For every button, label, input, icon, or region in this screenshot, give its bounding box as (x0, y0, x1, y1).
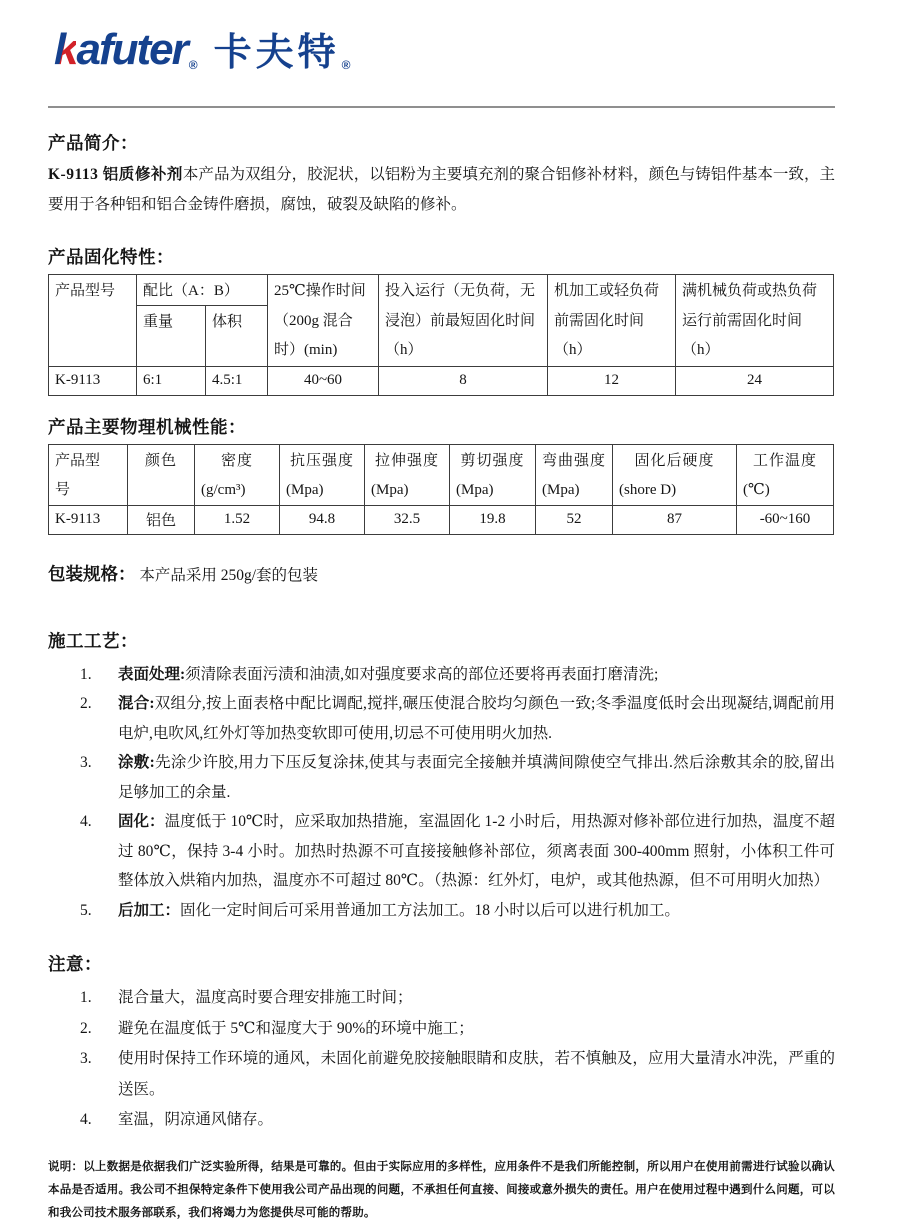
kafuter-chinese-text: 卡夫特 (213, 32, 340, 74)
item-number: 4. (80, 1111, 92, 1128)
item-lead: 表面处理: (118, 665, 186, 683)
curing-header-optime: 25℃操作时间（200g 混合时）(min) (268, 275, 379, 367)
notice-item-1 (48, 983, 835, 1014)
item-number: 3. (80, 1050, 92, 1067)
curing-heading: 产品固化特性： (48, 247, 174, 267)
registered-trademark-icon: ® (188, 58, 198, 72)
process-list (48, 660, 835, 926)
physical-value-shear: 19.8 (450, 505, 536, 534)
physical-value-tensile: 32.5 (365, 505, 450, 534)
physical-table (48, 444, 834, 535)
item-lead: 涂敷: (118, 754, 155, 771)
curing-table (48, 274, 834, 396)
physical-heading: 产品主要物理机械性能： (48, 416, 246, 437)
item-text: 固化：温度低于 10℃时，应采取加热措施，室温固化 1-2 小时后，用热源对修补部位进行加热，温度不超过 80℃，保持 3-4 小时。加热时热源不可直接接触修补部位，须离表面 300-400mm 照射，小体积工件可整体放入烘箱内加热，温度亦不可超过 80℃。（热源：红外灯，电炉，或其他热源，但不可用明火加热） (118, 813, 835, 889)
curing-header-full-load: 满机械负荷或热负荷运行前需固化时间（h） (676, 275, 834, 367)
disclaimer-label: 说明： (48, 1160, 84, 1173)
physical-header-bending: 弯曲强度 (Mpa) (536, 444, 613, 505)
intro-product-name: K-9113 铝质修补剂 (48, 166, 183, 183)
curing-header-model: 产品型号 (49, 275, 137, 367)
disclaimer-note (48, 1156, 835, 1225)
process-item-2 (48, 689, 835, 748)
item-text: 使用时保持工作环境的通风，未固化前避免胶接触眼睛和皮肤，若不慎触及，应用大量清水冲洗，严重的送医。 (118, 1050, 835, 1098)
physical-header-tensile: 拉伸强度 (Mpa) (365, 444, 450, 505)
item-number: 3. (80, 754, 92, 771)
item-lead: 后加工： (118, 901, 181, 919)
physical-header-density: 密度 (g/cm³) (195, 444, 280, 505)
item-number: 5. (80, 901, 92, 919)
process-item-4 (48, 807, 835, 896)
curing-value-run: 8 (379, 366, 548, 395)
item-lead: 混合: (118, 695, 155, 712)
notice-list (48, 983, 835, 1136)
process-item-3 (48, 748, 835, 807)
item-text: 表面处理:须清除表面污渍和油渍,如对强度要求高的部位还要将再表面打磨清洗; (118, 665, 659, 683)
packaging-line (48, 561, 835, 586)
packaging-text: 本产品采用 250g/套的包装 (139, 566, 319, 584)
physical-value-hardness: 87 (613, 505, 737, 534)
curing-header-volume: 体积 (206, 305, 268, 366)
physical-header-temperature: 工作温度 (℃) (737, 444, 834, 505)
packaging-label: 包装规格： (48, 563, 136, 584)
logo-letters-afuter: afuter (76, 25, 187, 74)
curing-header-machine: 机加工或轻负荷前需固化时间（h） (548, 275, 676, 367)
item-number: 2. (80, 1019, 92, 1037)
process-item-5 (48, 896, 835, 926)
curing-value-full-load: 24 (676, 366, 834, 395)
process-item-1 (48, 660, 835, 690)
item-text: 室温，阴凉通风储存。 (118, 1111, 274, 1128)
physical-value-temperature: -60~160 (737, 505, 834, 534)
item-number: 2. (80, 695, 92, 712)
notice-heading: 注意： (48, 954, 102, 974)
item-text: 混合:双组分,按上面表格中配比调配,搅拌,碾压使混合胶均匀颜色一致;冬季温度低时会出现凝结,调配前用电炉,电吹风,红外灯等加热变软即可使用,切忌不可使用明火加热. (118, 695, 835, 742)
curing-value-model: K-9113 (49, 366, 137, 395)
item-number: 1. (80, 665, 92, 683)
intro-body-text: 本产品为双组分，胶泥状，以铝粉为主要填充剂的聚合铝修补材料，颜色与铸铝件基本一致，主要用于各种铝和铝合金铸件磨损，腐蚀，破裂及缺陷的修补。 (48, 166, 835, 213)
logo-letter-k: k (54, 25, 77, 74)
physical-header-model: 产品型号 (49, 444, 128, 505)
intro-paragraph (48, 160, 835, 220)
physical-header-color: 颜色 (128, 444, 195, 505)
item-text: 涂敷:先涂少许胶,用力下压反复涂抹,使其与表面完全接触并填满间隙使空气排出.然后涂敷其余的胶,留出足够加工的余量. (118, 754, 835, 801)
curing-value-weight: 6:1 (137, 366, 206, 395)
curing-value-machine: 12 (548, 366, 676, 395)
physical-value-bending: 52 (536, 505, 613, 534)
notice-item-2 (48, 1014, 835, 1045)
item-text: 后加工：固化一定时间后可采用普通加工方法加工。18 小时以后可以进行机加工。 (118, 901, 680, 919)
kafuter-logo-text (54, 24, 187, 76)
curing-header-run: 投入运行（无负荷，无浸泡）前最短固化时间（h） (379, 275, 548, 367)
physical-data-row (49, 505, 834, 534)
notice-item-3 (48, 1044, 835, 1105)
intro-heading: 产品简介： (48, 133, 138, 153)
curing-header-ratio: 配比（A：B） (137, 275, 268, 306)
physical-value-color: 铝色 (128, 505, 195, 534)
brand-logo (54, 16, 835, 76)
item-text: 避免在温度低于 5℃和湿度大于 90%的环境中施工； (118, 1019, 474, 1037)
item-number: 1. (80, 989, 92, 1006)
process-heading: 施工工艺： (48, 630, 138, 651)
physical-header-shear: 剪切强度 (Mpa) (450, 444, 536, 505)
curing-value-optime: 40~60 (268, 366, 379, 395)
physical-header-hardness: 固化后硬度 (shore D) (613, 444, 737, 505)
disclaimer-text: 以上数据是依据我们广泛实验所得，结果是可靠的。但由于实际应用的多样性，应用条件不是我们所能控制，所以用户在使用前需进行试验以确认本品是否适用。我公司不担保特定条件下使用我公司产品出现的问题，不承担任何直接、间接或意外损失的责任。用户在使用过程中遇到什么问题，可以和我公司技术服务部联系，我们将竭力为您提供尽可能的帮助。 (48, 1160, 835, 1219)
divider-rule (48, 106, 835, 108)
notice-item-4 (48, 1105, 835, 1136)
physical-value-model: K-9113 (49, 505, 128, 534)
item-text: 混合量大，温度高时要合理安排施工时间； (118, 989, 413, 1006)
item-lead: 固化： (118, 813, 165, 830)
physical-header-compressive: 抗压强度 (Mpa) (280, 444, 365, 505)
curing-header-weight: 重量 (137, 305, 206, 366)
item-number: 4. (80, 813, 92, 830)
physical-value-density: 1.52 (195, 505, 280, 534)
registered-trademark-icon: ® (341, 58, 351, 72)
curing-data-row (49, 366, 834, 395)
curing-value-volume: 4.5:1 (206, 366, 268, 395)
physical-value-compressive: 94.8 (280, 505, 365, 534)
